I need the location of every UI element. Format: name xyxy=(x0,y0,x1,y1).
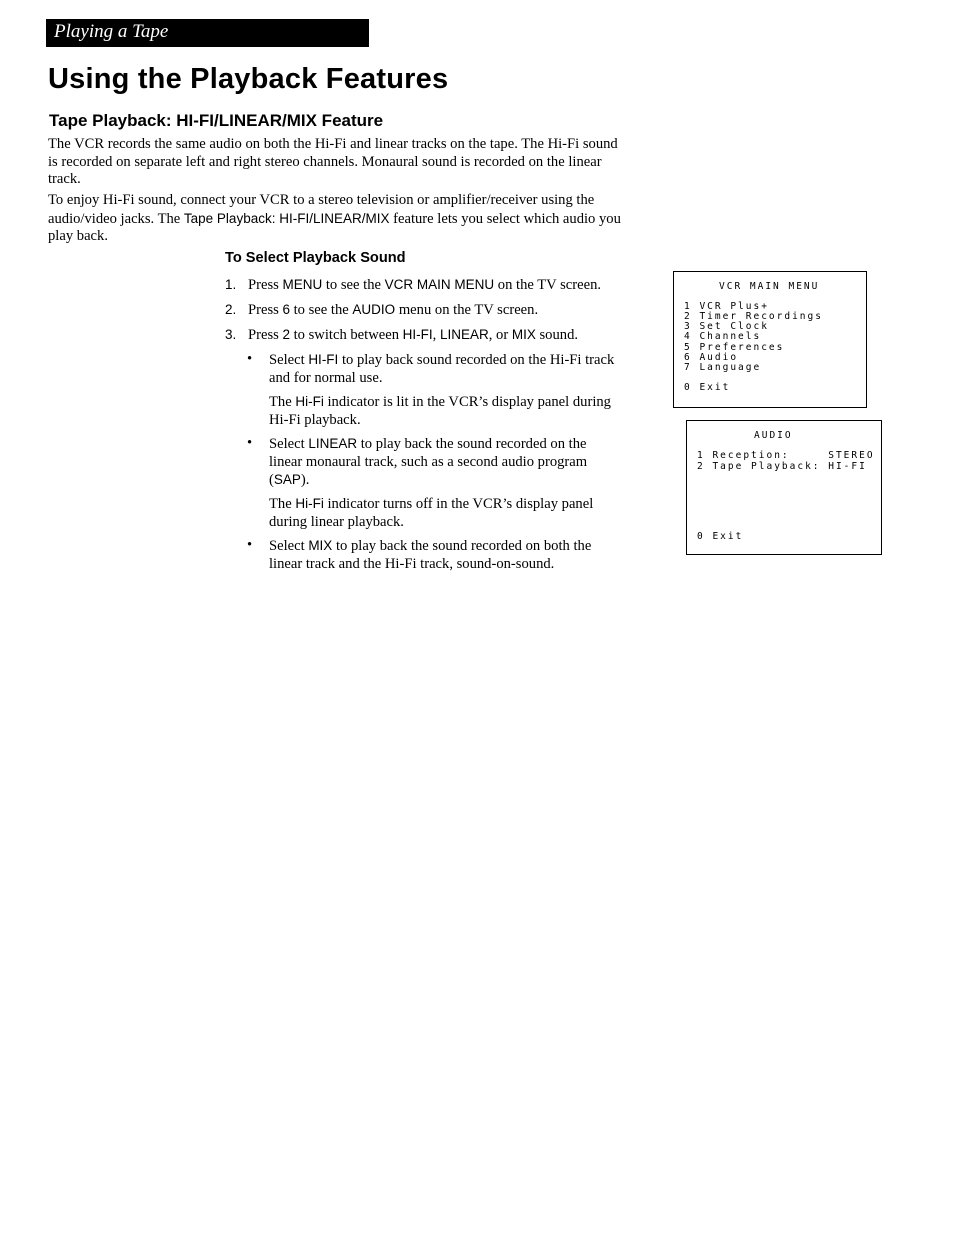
screen-title: AUDIO xyxy=(754,430,793,441)
menu-exit: 0 Exit xyxy=(684,382,731,393)
menu-item: 1 Reception: STEREO xyxy=(697,450,875,461)
page-title: Using the Playback Features xyxy=(48,63,449,95)
menu-item: 1 VCR Plus+ xyxy=(684,301,769,312)
menu-item: 2 Timer Recordings xyxy=(684,311,823,322)
menu-item: 7 Language xyxy=(684,362,762,373)
menu-item: 6 Audio xyxy=(684,352,739,363)
menu-exit: 0 Exit xyxy=(697,531,744,542)
menu-name: AUDIO xyxy=(352,302,396,317)
menu-name: VCR MAIN MENU xyxy=(384,277,495,292)
section-header-bar xyxy=(46,19,369,47)
intro-paragraph-2: To enjoy Hi-Fi sound, connect your VCR to a stereo television or amplifier/receiver using the audio/video jacks. The Tape Playback: HI-FI/LINEAR/MIX feature lets you select which audio you play back. xyxy=(48,192,621,244)
menu-item: 2 Tape Playback: HI-FI xyxy=(697,461,867,472)
note-hifi: The Hi-Fi indicator is lit in the VCR’s display panel during Hi-Fi playback. xyxy=(269,394,611,428)
menu-item: 3 Set Clock xyxy=(684,321,769,332)
section-label: Playing a Tape xyxy=(54,21,169,42)
key-6: 6 xyxy=(282,302,290,317)
vcr-main-menu-screen xyxy=(673,271,867,408)
screen-title: VCR MAIN MENU xyxy=(719,281,820,292)
menu-item: 5 Preferences xyxy=(684,342,785,353)
feature-name: Tape Playback: HI-FI/LINEAR/MIX xyxy=(183,210,390,226)
feature-subtitle: Tape Playback: HI-FI/LINEAR/MIX Feature xyxy=(49,111,384,130)
audio-menu-screen xyxy=(686,420,882,555)
intro-paragraph-1: The VCR records the same audio on both the Hi-Fi and linear tracks on the tape. The Hi-Fi sound is recorded on separate left and right stereo channels. Monaural sound is recorded on the linear track. xyxy=(48,136,618,187)
procedure-title: To Select Playback Sound xyxy=(225,250,406,266)
key-menu: MENU xyxy=(282,277,323,292)
note-linear: The Hi-Fi indicator turns off in the VCR’s display panel during linear playback. xyxy=(269,496,594,530)
key-2: 2 xyxy=(282,327,290,342)
menu-item: 4 Channels xyxy=(684,331,762,342)
